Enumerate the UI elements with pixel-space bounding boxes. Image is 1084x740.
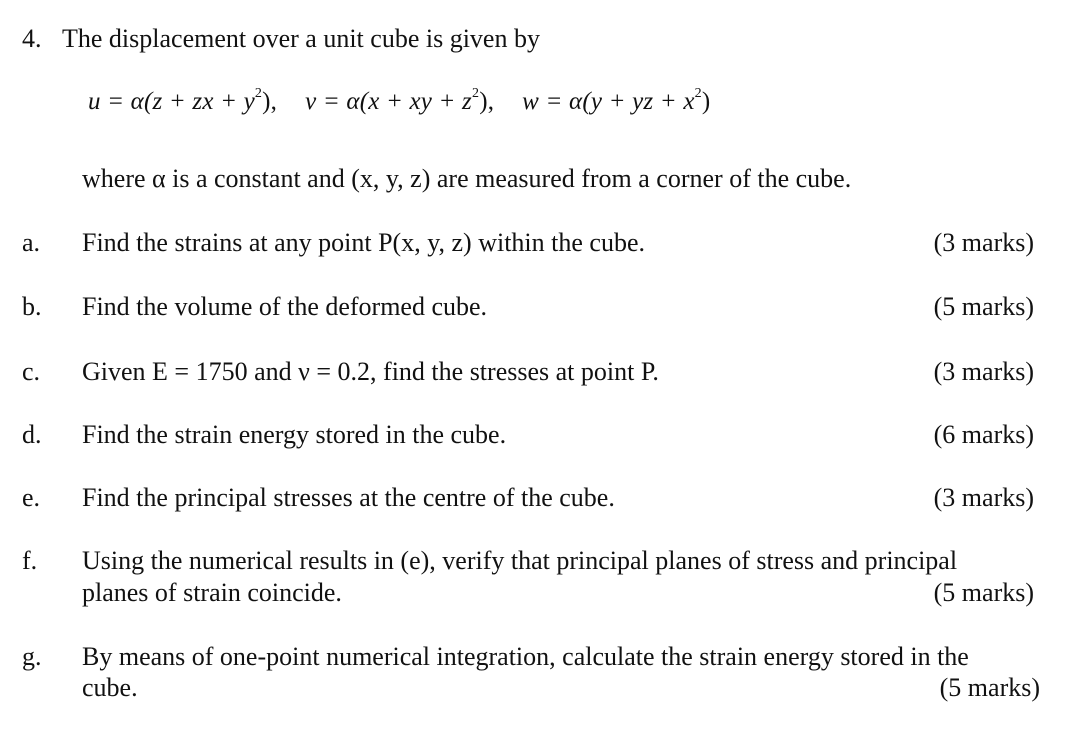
part-d-text: Find the strain energy stored in the cube.	[82, 420, 507, 449]
equation-u: u = α(z + zx + $y^2$),	[88, 86, 278, 115]
part-g-marks: (5 marks)	[939, 673, 1040, 702]
part-f-text-line2: planes of strain coincide.	[82, 578, 342, 607]
displacement-equations	[88, 88, 710, 116]
where-statement: where α is a constant and (x, y, z) are measured from a corner of the cube.	[82, 164, 852, 193]
part-g-text-line2: cube.	[82, 673, 138, 702]
part-b-text: Find the volume of the deformed cube.	[82, 292, 488, 321]
question-number: 4.	[22, 24, 42, 53]
part-b-marks: (5 marks)	[933, 292, 1034, 321]
part-c-text: Given E = 1750 and ν = 0.2, find the stresses at point P.	[82, 357, 659, 386]
part-c-label: c.	[22, 357, 41, 386]
part-b-label: b.	[22, 292, 42, 321]
part-d-label: d.	[22, 420, 42, 449]
part-c-marks: (3 marks)	[933, 357, 1034, 386]
part-g-label: g.	[22, 642, 42, 671]
part-d-marks: (6 marks)	[933, 420, 1034, 449]
part-e-text: Find the principal stresses at the centre of the cube.	[82, 483, 615, 512]
part-f-label: f.	[22, 546, 38, 575]
question-title: The displacement over a unit cube is given by	[62, 24, 540, 53]
part-e-marks: (3 marks)	[933, 483, 1034, 512]
part-f-text-line1: Using the numerical results in (e), verify that principal planes of stress and principal	[82, 546, 958, 575]
part-a-text: Find the strains at any point P(x, y, z) within the cube.	[82, 228, 645, 257]
part-a-label: a.	[22, 228, 41, 257]
part-a-marks: (3 marks)	[933, 228, 1034, 257]
part-g-text-line1: By means of one-point numerical integration, calculate the strain energy stored in the	[82, 642, 969, 671]
part-f-marks: (5 marks)	[933, 578, 1034, 607]
equation-w: w = α(y + yz + $x^2$)	[522, 86, 711, 115]
part-e-label: e.	[22, 483, 41, 512]
equation-v: v = α(x + xy + $z^2$),	[305, 86, 495, 115]
